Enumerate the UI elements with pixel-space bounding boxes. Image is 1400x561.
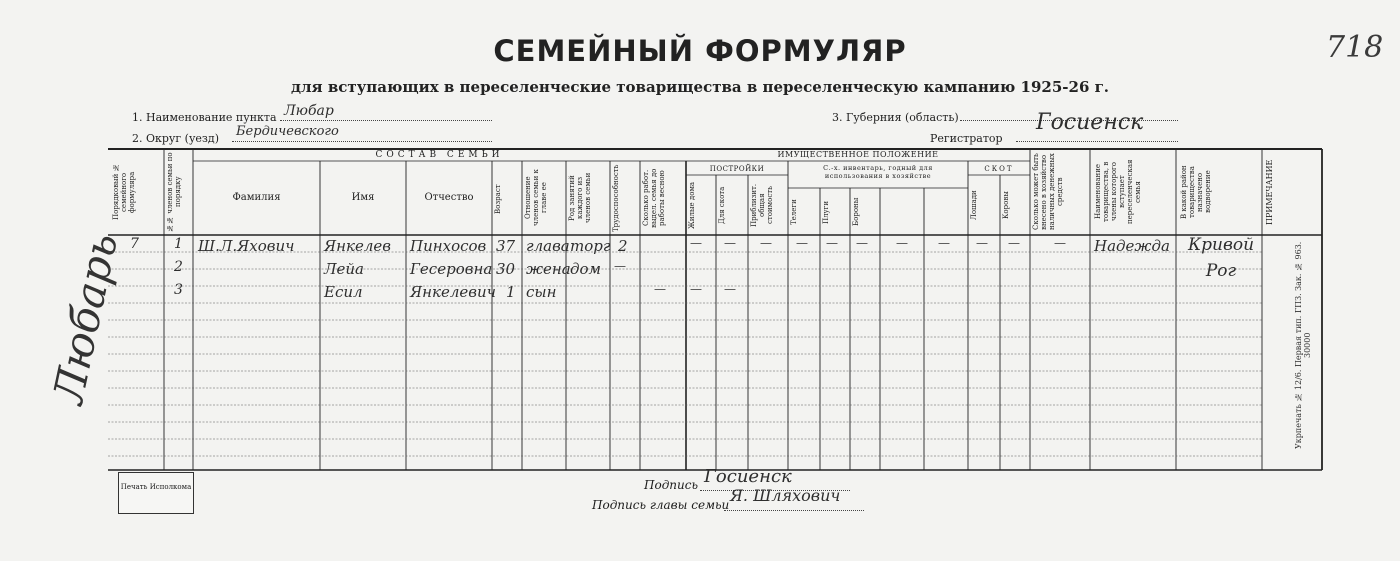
signature-label: Подпись [644, 478, 699, 492]
col-barns: Для скота [718, 186, 726, 224]
col-value: Приблизит. общая стоимость [750, 183, 774, 227]
point-value: Любар [284, 103, 334, 119]
cell-patronymic: Пинхосов [410, 237, 487, 255]
property-section-heading: ИМУЩЕСТВЕННОЕ ПОЛОЖЕНИЕ [777, 150, 939, 159]
head-signature-value: Я. Шляхович [730, 486, 841, 505]
col-horses: Лошади [970, 190, 978, 220]
col-name: Имя [351, 192, 375, 203]
col-harrows: Бороны [852, 197, 860, 227]
cell-age: 30 [496, 260, 516, 278]
cell-able: 2 [618, 237, 628, 255]
col-occupation: Род занятий каждого из членов семьи [568, 172, 592, 224]
cell-occupation: дом [570, 260, 601, 278]
dash-mark: — [976, 236, 988, 250]
dash-mark: — [896, 236, 908, 250]
stamp-label: Печать Исполкома [120, 483, 192, 491]
dash-mark: — [938, 236, 950, 250]
dash-mark: — [1054, 236, 1066, 250]
col-partnership: Наименование товарищества, в члены которого вступает переселенческая семья [1094, 159, 1142, 225]
col-carts: Телеги [790, 199, 798, 225]
cell-age: 37 [496, 237, 516, 255]
cell-relation: жена [526, 260, 571, 278]
buildings-heading: ПОСТРОЙКИ [709, 165, 765, 173]
col-ploughs: Плуги [822, 200, 830, 224]
signature-value: Госиенск [704, 466, 792, 487]
cell-partnership: Надежда [1094, 237, 1170, 255]
cell-region: Кривой Рог [1187, 235, 1255, 281]
form-subtitle: для вступающих в переселенческие товарищества в переселенческую кампанию 1925-26 г. [290, 78, 1110, 96]
col-patronymic: Отчество [424, 192, 474, 203]
col-cash: Сколько может быть внесено в хозяйство наличных денежных средств [1032, 153, 1064, 231]
stamp-box [118, 472, 194, 514]
col-notes: ПРИМЕЧАНИЕ [1265, 159, 1274, 225]
cell-member-no: 1 [174, 236, 183, 252]
cell-serial: 7 [130, 236, 139, 252]
cell-occupation: торг [570, 237, 611, 255]
district-label: 2. Округ (уезд) [132, 132, 219, 145]
cell-relation: глава [526, 237, 570, 255]
col-cows: Коровы [1002, 191, 1010, 219]
inventory-heading: С.-х. инвентарь, годный для использования в хозяйстве [823, 164, 933, 180]
cell-name: Лейа [324, 260, 364, 278]
cell-age: 1 [506, 283, 516, 301]
cell-name: Янкелев [324, 237, 391, 255]
cell-patronymic: Янкелевич [410, 283, 496, 301]
dash-mark: — [724, 236, 736, 250]
dash-mark: — [654, 282, 666, 296]
head-signature-label: Подпись главы семьи [592, 498, 730, 512]
dash-mark: — [826, 236, 838, 250]
dash-mark: — [760, 236, 772, 250]
form-title: СЕМЕЙНЫЙ ФОРМУЛЯР [493, 34, 907, 68]
livestock-heading: СКОТ [984, 165, 1014, 173]
dash-mark: — [724, 282, 736, 296]
cell-name: Есил [324, 283, 363, 301]
cell-patronymic: Гесеровна [410, 260, 493, 278]
point-label: 1. Наименование пункта [132, 111, 277, 124]
print-info: Укрпечать № 12/6. Первая тип. ГПЗ. Зак. № 963. 30000 [1294, 241, 1312, 449]
col-member-no: №№ членов семьи по порядку [166, 152, 182, 232]
archive-number: 718 [1326, 30, 1384, 65]
dash-mark: — [796, 236, 808, 250]
family-section-heading: СОСТАВ СЕМЬИ [375, 150, 504, 160]
cell-surname: Ш.Л.Яхович [198, 237, 295, 255]
district-value: Бердичевского [236, 124, 339, 139]
cell-member-no: 3 [174, 282, 183, 298]
col-age: Возраст [494, 184, 502, 214]
col-houses: Жилые дома [688, 181, 696, 229]
dash-mark: — [1008, 236, 1020, 250]
cell-relation: сын [526, 283, 557, 301]
province-label: 3. Губерния (область) [832, 111, 959, 124]
cell-member-no: 2 [174, 259, 183, 275]
col-serial: Порядковый № семейного формуляра [112, 163, 136, 221]
registrar-value: Госиенск [1036, 110, 1144, 135]
dash-mark: — [690, 282, 702, 296]
col-able: Трудоспособность [612, 164, 620, 232]
dash-mark: — [856, 236, 868, 250]
margin-note: Любарь [43, 228, 128, 408]
col-surname: Фамилия [232, 192, 281, 203]
dash-mark: — [614, 259, 626, 273]
registrar-label: Регистратор [930, 132, 1003, 145]
col-years-worked: Сколько работ. выдел. семья до работы весною [642, 168, 666, 228]
dash-mark: — [690, 236, 702, 250]
col-relation: Отношение членов семьи к главе ее [524, 169, 548, 227]
col-region: В какой район товарищества назначено водворение [1180, 165, 1212, 219]
